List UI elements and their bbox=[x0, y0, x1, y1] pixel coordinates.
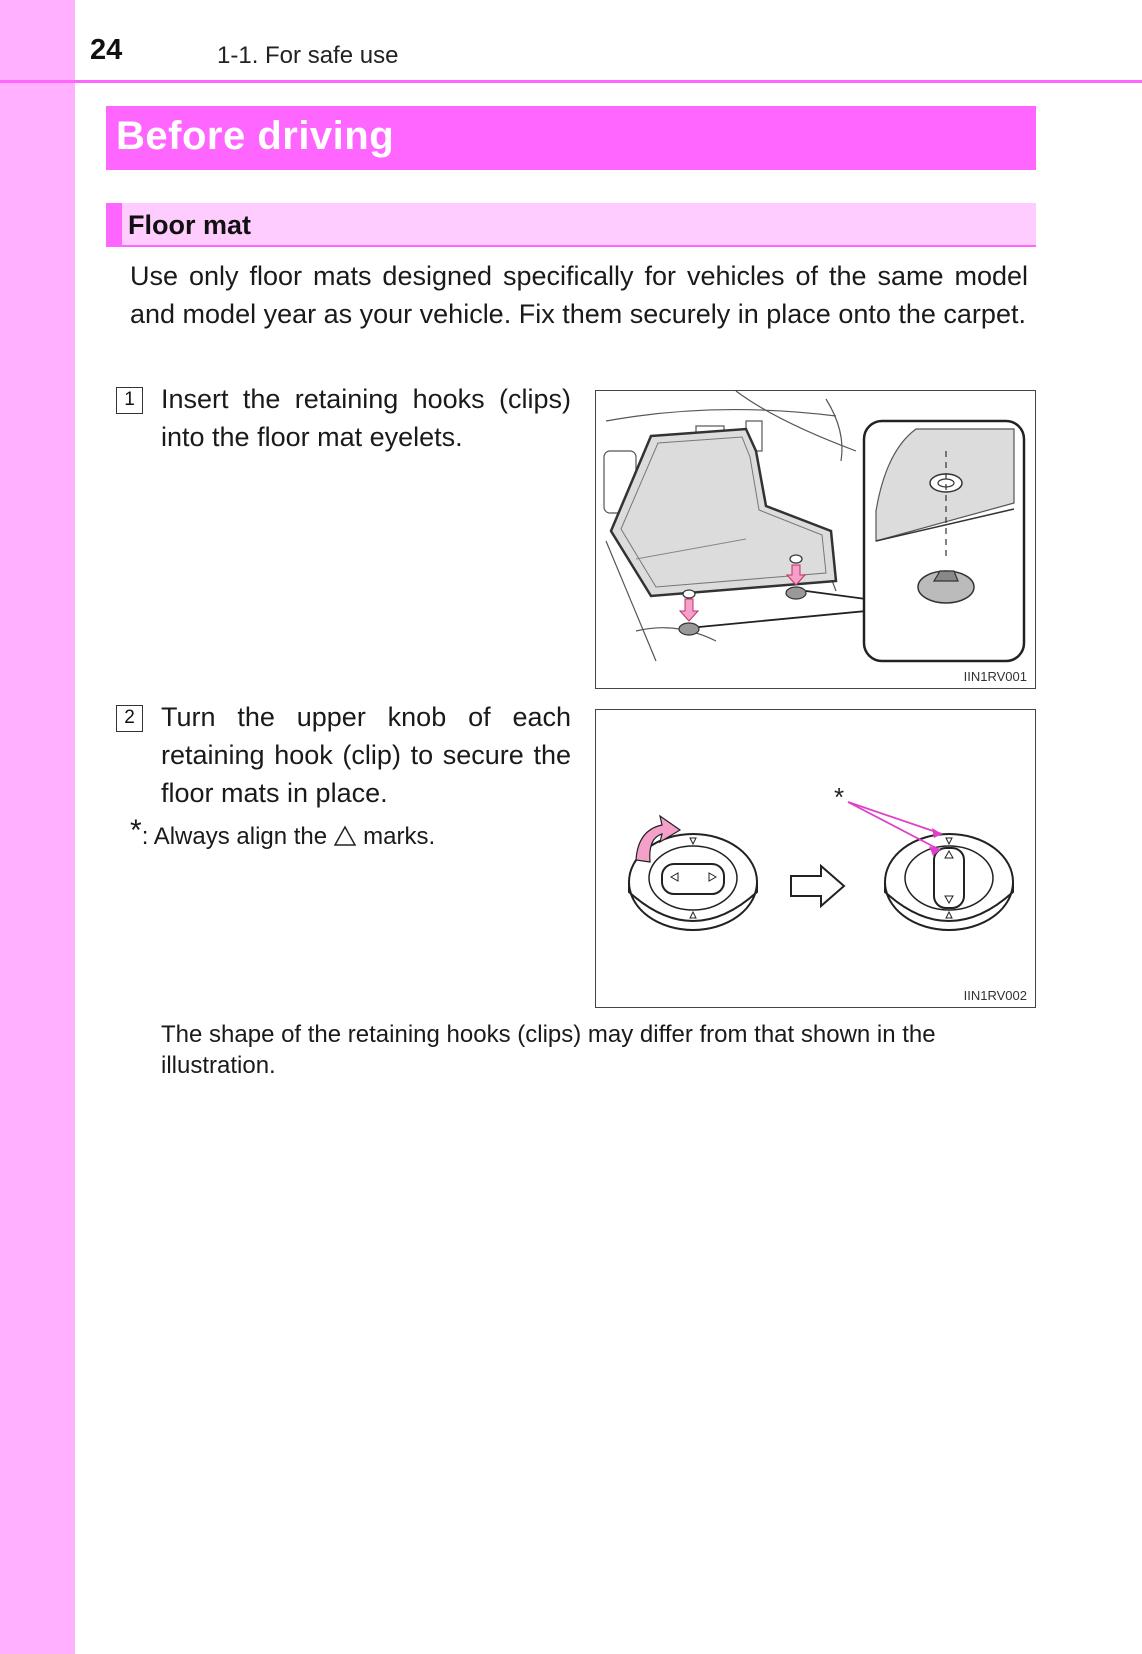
figure-floor-mat bbox=[595, 390, 1036, 689]
figure-callout-star: * bbox=[834, 782, 845, 812]
figure-clip-knob bbox=[595, 709, 1036, 1008]
note-suffix: marks. bbox=[363, 823, 436, 850]
note-prefix: : Always align the bbox=[141, 823, 328, 850]
step-2-text: Turn the upper knob of each retaining hook (clip) to secure the floor mats in place. bbox=[161, 702, 571, 808]
intro-paragraph: Use only floor mats designed specifically for vehicles of the same model and model year as your vehicle. Fix them securely in place onto the carpet. bbox=[130, 261, 1028, 329]
figure-code: IIN1RV002 bbox=[963, 988, 1027, 1003]
step-2-number: 2 bbox=[116, 705, 143, 732]
subsection-accent bbox=[106, 203, 122, 247]
triangle-mark-icon bbox=[333, 825, 357, 854]
footer-note: The shape of the retaining hooks (clips) may differ from that shown in the illustration. bbox=[161, 1021, 936, 1079]
subsection-bar bbox=[106, 203, 1036, 247]
side-strip bbox=[0, 0, 75, 1654]
subsection-title: Floor mat bbox=[128, 210, 252, 240]
step-1-text: Insert the retaining hooks (clips) into the floor mat eyelets. bbox=[161, 384, 571, 452]
floor-mat-hook-illustration-icon bbox=[596, 391, 1036, 689]
header-rule bbox=[0, 80, 1142, 83]
note-marker: * bbox=[130, 814, 142, 847]
step-1-number: 1 bbox=[116, 387, 143, 414]
clip-knob-rotation-illustration-icon bbox=[596, 710, 1036, 1008]
page-number: 24 bbox=[90, 34, 123, 66]
note-line bbox=[130, 814, 436, 852]
title-bar bbox=[106, 106, 1036, 170]
figure-code: IIN1RV001 bbox=[963, 669, 1027, 684]
page-title: Before driving bbox=[116, 114, 395, 158]
section-breadcrumb: 1-1. For safe use bbox=[217, 42, 399, 69]
